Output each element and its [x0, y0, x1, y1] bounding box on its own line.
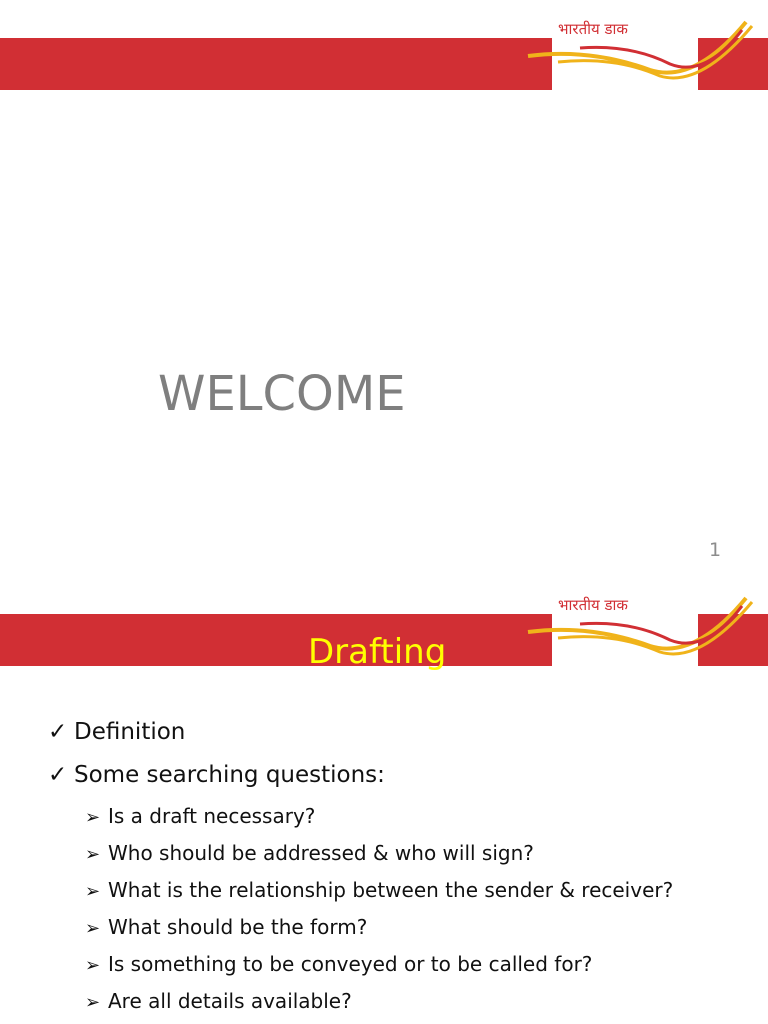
welcome-heading: WELCOME [158, 366, 406, 422]
bullet-item [48, 755, 673, 798]
sub-bullet-text: What should be the form? [108, 915, 368, 939]
page-number: 1 [709, 539, 722, 561]
india-post-logo [520, 588, 768, 670]
sub-bullet-text: Are all details available? [108, 989, 352, 1013]
arrow-bullet-icon: ➢ [85, 881, 101, 902]
sub-bullet-text: Is a draft necessary? [108, 804, 316, 828]
bullet-text: Some searching questions: [74, 762, 385, 788]
slide-title: Drafting [308, 632, 447, 672]
svg-text:भारतीय डाक: भारतीय डाक [558, 596, 628, 614]
sub-bullet-item [85, 835, 673, 872]
bullet-item [48, 712, 673, 755]
sub-bullet-item [85, 798, 673, 835]
sub-bullet-text: What is the relationship between the sender & receiver? [108, 878, 674, 902]
sub-bullet-item [85, 872, 673, 909]
sub-bullet-item [85, 946, 673, 983]
sub-bullet-text: Is something to be conveyed or to be called for? [108, 952, 593, 976]
sub-bullet-item [85, 909, 673, 946]
arrow-bullet-icon: ➢ [85, 992, 101, 1013]
checkmark-icon: ✓ [48, 762, 68, 788]
arrow-bullet-icon: ➢ [85, 807, 101, 828]
india-post-logo [520, 12, 768, 94]
sub-bullet-text: Who should be addressed & who will sign? [108, 841, 534, 865]
arrow-bullet-icon: ➢ [85, 955, 101, 976]
slide-drafting [0, 576, 768, 1024]
bullet-list [48, 712, 673, 1020]
bullet-text: Definition [74, 719, 186, 745]
checkmark-icon: ✓ [48, 719, 68, 745]
arrow-bullet-icon: ➢ [85, 918, 101, 939]
svg-text:भारतीय डाक: भारतीय डाक [558, 20, 628, 38]
arrow-bullet-icon: ➢ [85, 844, 101, 865]
sub-bullet-item [85, 983, 673, 1020]
